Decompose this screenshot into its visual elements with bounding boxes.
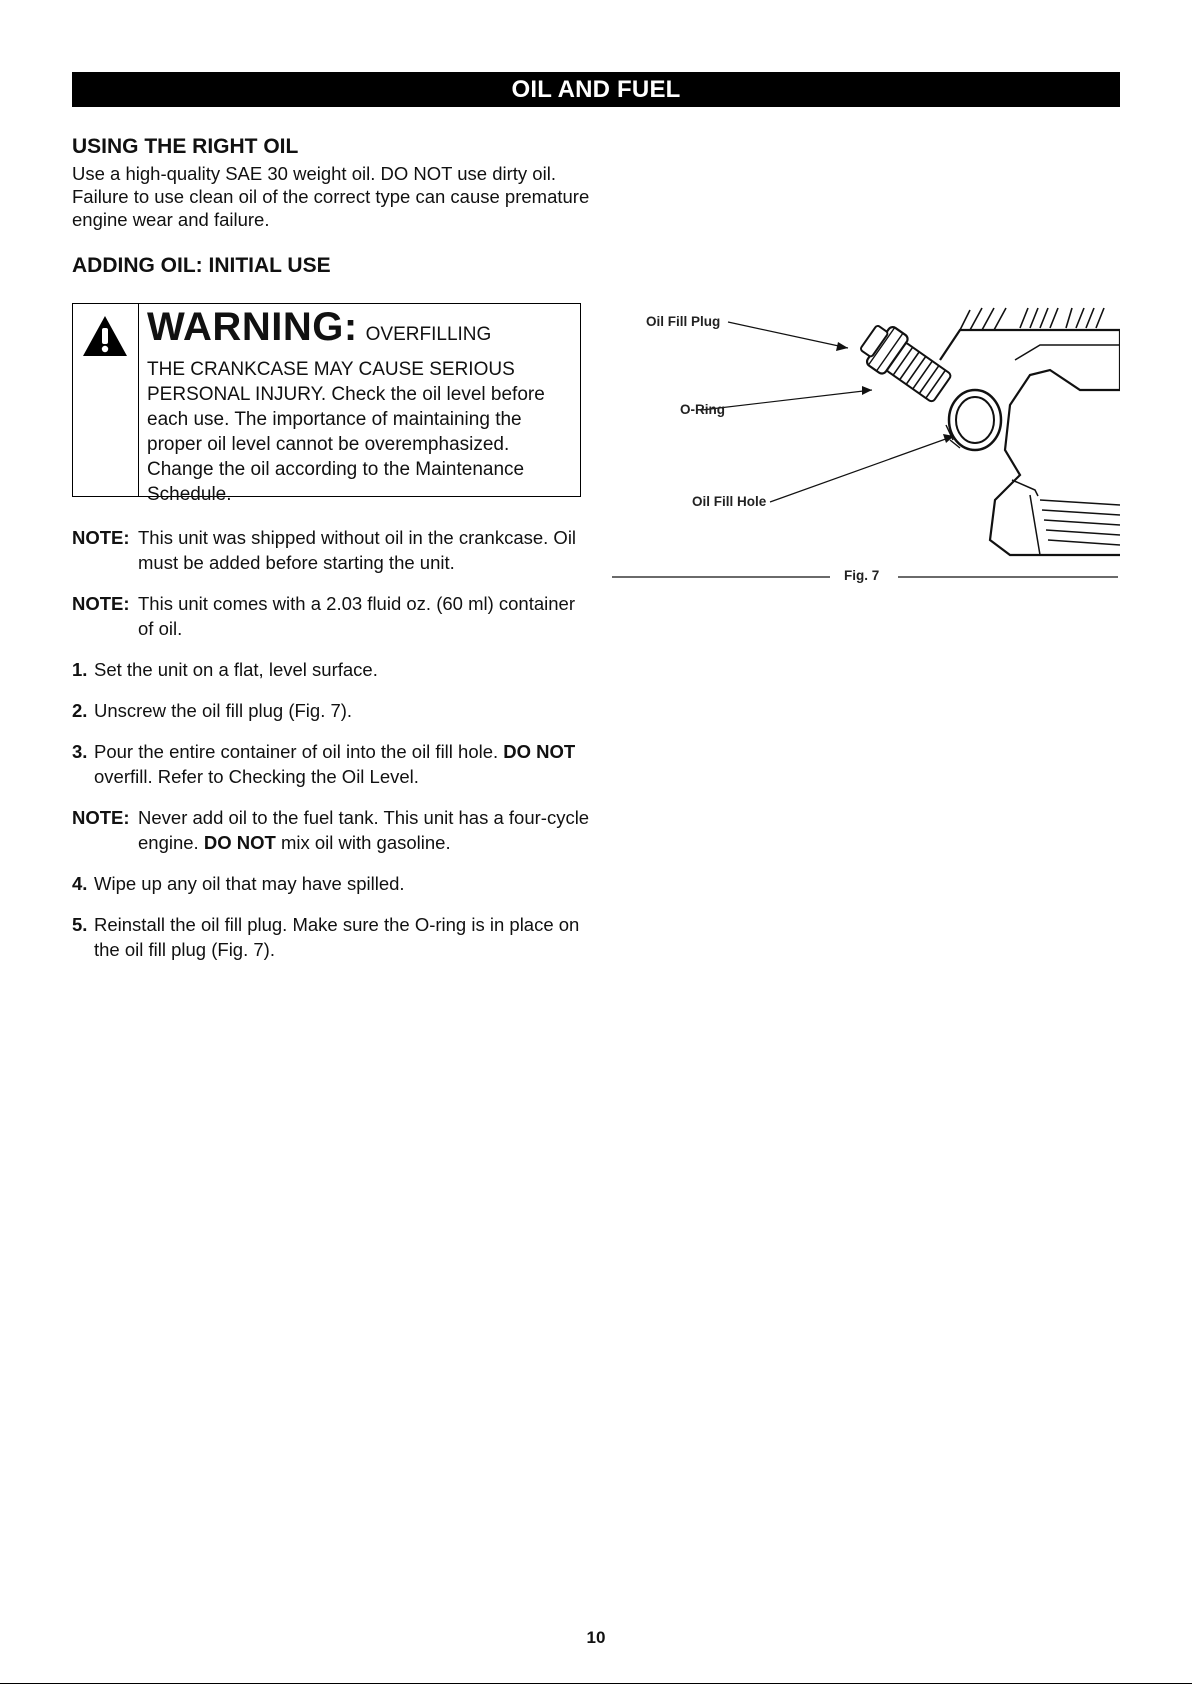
step-number: 3.	[72, 741, 88, 762]
using-oil-section	[72, 134, 592, 231]
label-oil-fill-plug: Oil Fill Plug	[646, 314, 721, 329]
step-text-main: Pour the entire container of oil into the oil fill hole.	[94, 741, 499, 762]
instructions-flow	[72, 525, 592, 978]
figure-caption: Fig. 7	[844, 568, 880, 583]
note-text-bold: DO NOT	[203, 832, 276, 853]
using-oil-heading: USING THE RIGHT OIL	[72, 135, 299, 158]
oil-fill-illustration	[610, 300, 1120, 590]
note-label: NOTE:	[72, 807, 130, 828]
step-5	[72, 912, 592, 962]
step-text: Reinstall the oil fill plug. Make sure the O-ring is in place on the oil fill plug (Fig. 7).	[94, 914, 580, 960]
label-oil-fill-hole: Oil Fill Hole	[692, 494, 767, 509]
step-text	[94, 739, 592, 789]
note-label: NOTE:	[72, 527, 130, 548]
step-4	[72, 871, 592, 896]
step-text-end: overfill. Refer to Checking the Oil Level.	[94, 766, 419, 787]
step-number: 5.	[72, 914, 88, 935]
step-number: 1.	[72, 659, 88, 680]
step-text: Set the unit on a flat, level surface.	[94, 659, 378, 680]
note-text: This unit was shipped without oil in the crankcase. Oil must be added before starting the unit.	[138, 527, 577, 573]
step-number: 2.	[72, 700, 88, 721]
note-shipped	[72, 525, 592, 575]
note-text: This unit comes with a 2.03 fluid oz. (60 ml) container of oil.	[138, 593, 575, 639]
step-2	[72, 698, 592, 723]
section-title: OIL AND FUEL	[511, 75, 681, 103]
label-o-ring: O-Ring	[680, 402, 725, 417]
step-text: Wipe up any oil that may have spilled.	[94, 873, 405, 894]
note-text-end: mix oil with gasoline.	[280, 832, 451, 853]
figure-7	[610, 300, 1120, 590]
step-1	[72, 657, 592, 682]
warning-box	[72, 303, 581, 505]
step-number: 4.	[72, 873, 88, 894]
warning-content	[147, 306, 577, 507]
note-container	[72, 591, 592, 641]
step-text: Unscrew the oil fill plug (Fig. 7).	[94, 700, 353, 721]
using-oil-body: Use a high-quality SAE 30 weight oil. DO NOT use dirty oil. Failure to use clean oil of the correct type can cause premature engine wear and failure.	[72, 163, 590, 230]
warning-title: WARNING:	[147, 305, 358, 349]
step-text-bold: DO NOT	[503, 741, 576, 762]
note-text-main: Never add oil to the fuel tank. This unit has a four-cycle engine.	[138, 807, 590, 853]
bottom-rule	[0, 1683, 1192, 1684]
warning-body: THE CRANKCASE MAY CAUSE SERIOUS PERSONAL INJURY. Check the oil level before each use. The importance of maintaining the proper oil level cannot be overemphasized. Change the oil according to the Maintenance Schedule.	[147, 359, 545, 505]
adding-oil-heading: ADDING OIL: INITIAL USE	[72, 254, 331, 277]
warning-triangle-icon	[81, 314, 129, 358]
page-number: 10	[586, 1628, 606, 1647]
note-never-add	[72, 805, 592, 855]
step-3	[72, 739, 592, 789]
note-label: NOTE:	[72, 593, 130, 614]
warning-subtitle: OVERFILLING	[365, 324, 492, 345]
warning-title-line	[147, 306, 577, 357]
section-header-bar	[72, 72, 1120, 107]
note-text	[138, 805, 592, 855]
warning-icon-cell	[73, 304, 139, 496]
